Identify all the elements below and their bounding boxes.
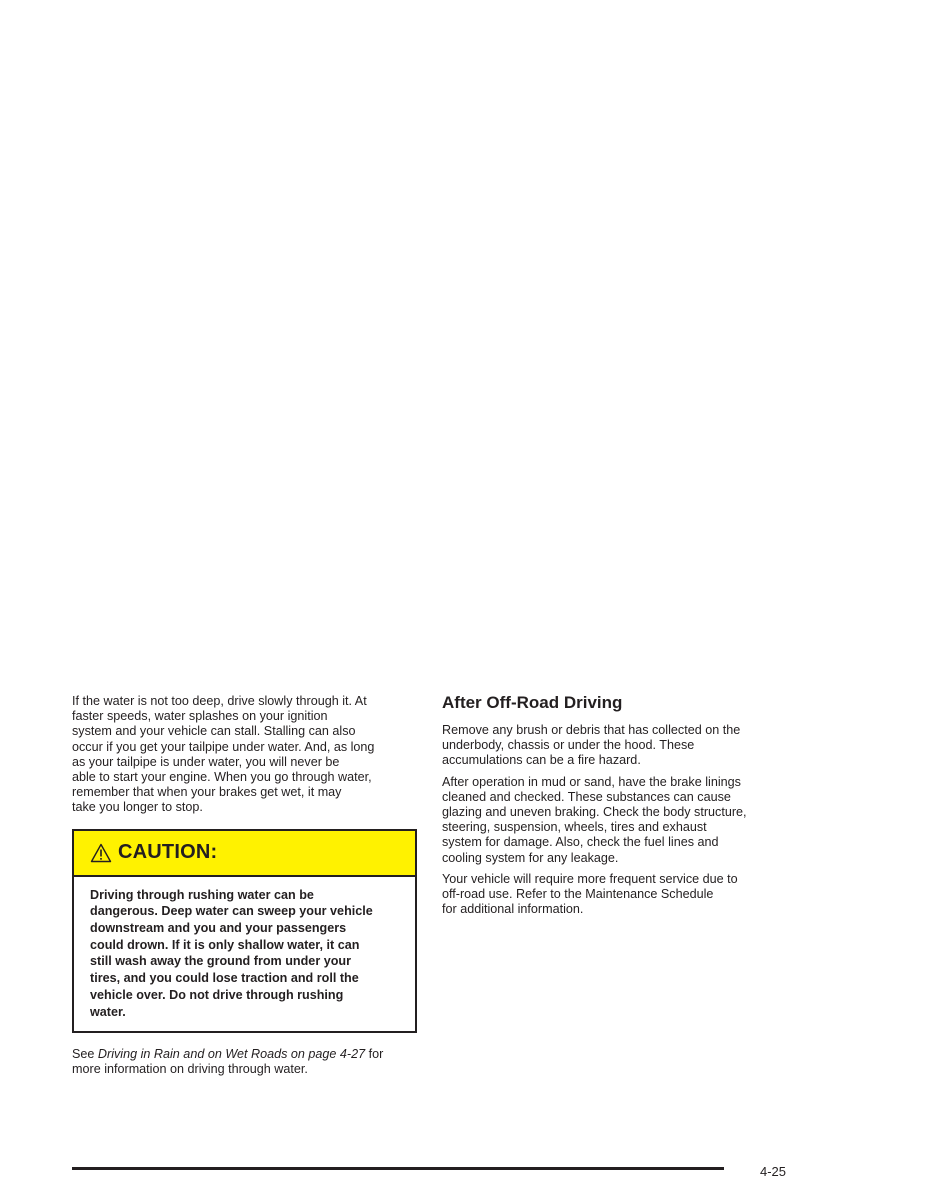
caution-box [72,829,417,1034]
text-line [72,1047,417,1062]
text-line: If the water is not too deep, drive slowly through it. At [72,694,367,708]
left-column [72,694,417,1078]
caution-line: downstream and you and your passengers [90,921,347,936]
paragraph [442,872,787,918]
text-line: for additional information. [442,902,584,917]
text-line: off-road use. Refer to the Maintenance Schedule [442,887,714,902]
text-line: take you longer to stop. [72,800,203,815]
footer-rule [72,1167,724,1170]
text-line: steering, suspension, wheels, tires and exhaust [442,820,707,835]
page-number: 4-25 [760,1164,787,1179]
see-prefix: See [72,1047,98,1062]
caution-line: Driving through rushing water can be [90,887,314,902]
caution-line: vehicle over. Do not drive through rushing [90,987,344,1002]
paragraph [442,723,787,769]
see-also-paragraph [72,1047,417,1077]
warning-triangle-icon [90,843,112,863]
caution-line: still wash away the ground from under your [90,954,352,969]
caution-header [74,831,415,877]
right-column [442,692,787,923]
text-line: more information on driving through water. [72,1062,308,1077]
text-line: underbody, chassis or under the hood. These [442,738,695,753]
section-heading: After Off-Road Driving [442,693,623,712]
text-line: able to start your engine. When you go through water, [72,770,372,785]
text-line: faster speeds, water splashes on your ignition [72,709,328,724]
text-line: Your vehicle will require more frequent service due to [442,871,738,886]
text-line: occur if you get your tailpipe under water. And, as long [72,739,375,754]
caution-line: could drown. If it is only shallow water, it can [90,937,360,952]
text-line: accumulations can be a fire hazard. [442,753,641,768]
text-line: system for damage. Also, check the fuel lines and [442,835,719,850]
water-driving-paragraph [72,694,417,816]
text-line: Remove any brush or debris that has collected on the [442,723,741,737]
caution-line: dangerous. Deep water can sweep your vehicle [90,904,373,919]
caution-line: tires, and you could lose traction and roll the [90,971,359,986]
paragraph [442,775,787,866]
text-line: cleaned and checked. These substances can cause [442,789,731,804]
cross-reference-link[interactable]: Driving in Rain and on Wet Roads on page 4-27 [97,1047,366,1062]
see-suffix: for [365,1047,384,1062]
caution-title: CAUTION: [118,841,218,864]
text-line: remember that when your brakes get wet, it may [72,785,342,800]
text-line: After operation in mud or sand, have the brake linings [442,774,741,789]
text-line: cooling system for any leakage. [442,850,619,865]
text-line: as your tailpipe is under water, you will never be [72,754,340,769]
caution-body [74,877,415,1032]
text-line: glazing and uneven braking. Check the body structure, [442,805,747,820]
text-line: system and your vehicle can stall. Stalling can also [72,724,356,739]
caution-line: water. [90,1004,126,1019]
